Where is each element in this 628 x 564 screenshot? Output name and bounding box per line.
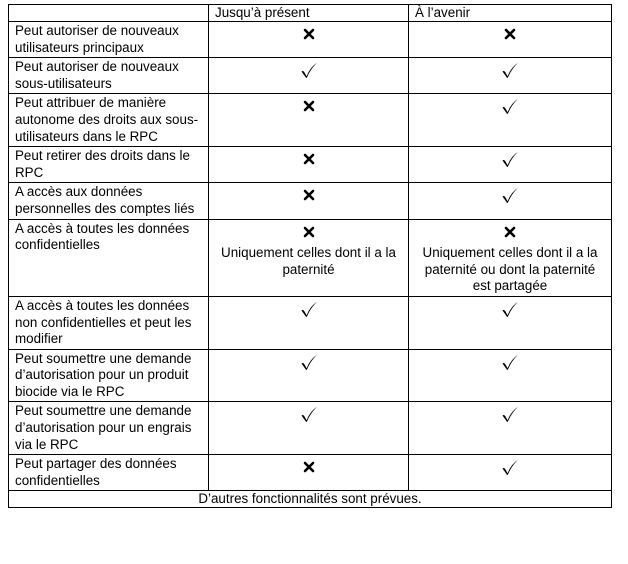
rights-comparison-table-container	[8, 4, 611, 508]
row-10-current-cell	[209, 455, 409, 491]
table-row	[9, 296, 612, 349]
row-8-future-cell	[409, 349, 612, 402]
row-1-current-cell	[209, 22, 409, 58]
row-6-current-note: Uniquement celles dont il a la paternité	[221, 245, 396, 277]
table-row	[9, 219, 612, 296]
row-2-future-cell	[409, 58, 612, 94]
table-row	[9, 94, 612, 147]
row-4-future-cell	[409, 147, 612, 183]
cross-icon	[303, 186, 315, 201]
header-row	[9, 5, 612, 22]
check-icon	[500, 405, 520, 423]
cross-icon	[303, 223, 315, 238]
header-future: À l’avenir	[409, 5, 612, 22]
check-icon	[299, 300, 319, 318]
row-3-future-cell	[409, 94, 612, 147]
row-7-current-cell	[209, 296, 409, 349]
check-icon	[500, 353, 520, 371]
row-2-label: Peut autoriser de nouveaux sous-utilisateurs	[9, 58, 209, 94]
cross-icon	[303, 150, 315, 165]
cross-icon	[303, 25, 315, 40]
row-6-current-cell	[209, 219, 409, 296]
table-row	[9, 349, 612, 402]
row-6-future-cell	[409, 219, 612, 296]
row-10-future-cell	[409, 455, 612, 491]
footer-row	[9, 491, 612, 508]
row-9-label: Peut soumettre une demande d’autorisation pour un engrais via le RPC	[9, 402, 209, 455]
check-icon	[299, 405, 319, 423]
row-9-current-cell	[209, 402, 409, 455]
cross-icon	[504, 25, 516, 40]
check-icon	[299, 353, 319, 371]
cross-icon	[303, 458, 315, 473]
table-row	[9, 58, 612, 94]
row-8-label: Peut soumettre une demande d’autorisation pour un produit biocide via le RPC	[9, 349, 209, 402]
table-row	[9, 455, 612, 491]
check-icon	[299, 61, 319, 79]
check-icon	[500, 458, 520, 476]
table-row	[9, 147, 612, 183]
row-5-label: A accès aux données personnelles des comptes liés	[9, 183, 209, 219]
footer-note: D’autres fonctionnalités sont prévues.	[9, 491, 612, 508]
row-3-label: Peut attribuer de manière autonome des droits aux sous-utilisateurs dans le RPC	[9, 94, 209, 147]
row-5-future-cell	[409, 183, 612, 219]
table-row	[9, 183, 612, 219]
row-8-current-cell	[209, 349, 409, 402]
check-icon	[500, 150, 520, 168]
row-3-current-cell	[209, 94, 409, 147]
row-7-label: A accès à toutes les données non confidentielles et peut les modifier	[9, 296, 209, 349]
check-icon	[500, 97, 520, 115]
row-6-future-note: Uniquement celles dont il a la paternité ou dont la paternité est partagée	[422, 245, 598, 294]
table-row	[9, 402, 612, 455]
check-icon	[500, 300, 520, 318]
cross-icon	[504, 223, 516, 238]
table-row	[9, 22, 612, 58]
header-empty-cell	[9, 5, 209, 22]
check-icon	[500, 61, 520, 79]
row-9-future-cell	[409, 402, 612, 455]
row-2-current-cell	[209, 58, 409, 94]
cross-icon	[303, 97, 315, 112]
header-current: Jusqu’à présent	[209, 5, 409, 22]
check-icon	[500, 186, 520, 204]
row-10-label: Peut partager des données confidentielles	[9, 455, 209, 491]
row-5-current-cell	[209, 183, 409, 219]
row-1-label: Peut autoriser de nouveaux utilisateurs principaux	[9, 22, 209, 58]
row-7-future-cell	[409, 296, 612, 349]
row-4-current-cell	[209, 147, 409, 183]
row-6-label: A accès à toutes les données confidentielles	[9, 219, 209, 296]
rights-comparison-table	[8, 4, 612, 508]
row-4-label: Peut retirer des droits dans le RPC	[9, 147, 209, 183]
row-1-future-cell	[409, 22, 612, 58]
